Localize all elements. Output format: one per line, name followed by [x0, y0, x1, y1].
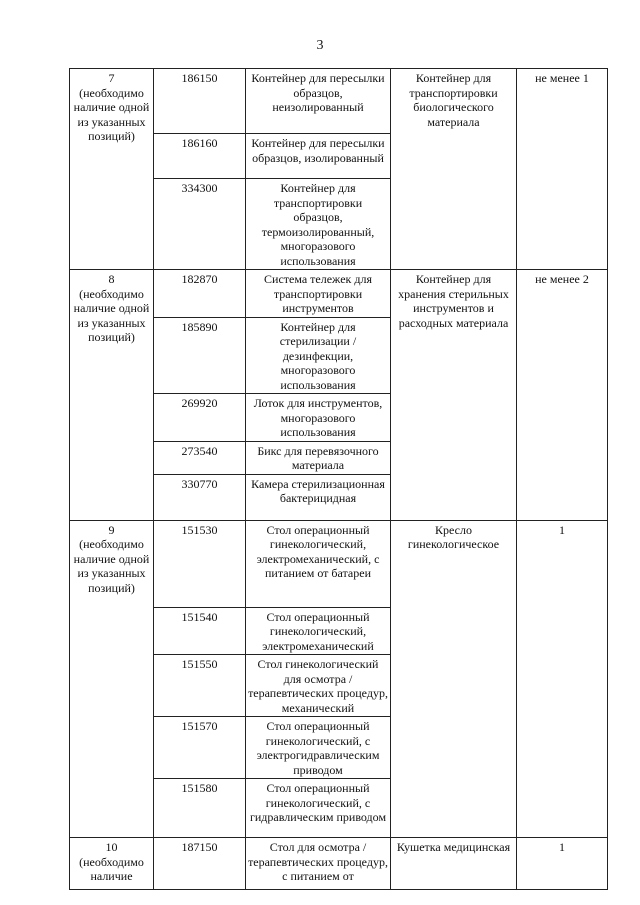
- name-cell: Стол для осмотра /терапевтических процедур, с питанием от: [246, 838, 391, 890]
- code-cell: 151530: [154, 520, 246, 607]
- code-cell: 151580: [154, 779, 246, 838]
- code-cell: 186150: [154, 69, 246, 134]
- replacement-cell: Контейнер для транспортировки биологического материала: [391, 69, 517, 270]
- code-cell: 334300: [154, 179, 246, 270]
- code-cell: 151570: [154, 717, 246, 779]
- page-number: 3: [316, 38, 324, 53]
- code-cell: 182870: [154, 270, 246, 318]
- table-row: [70, 270, 608, 318]
- name-cell: Стол операционный гинекологический, электромеханический, с питанием от батареи: [246, 520, 391, 607]
- name-cell: Бикс для перевязочного материала: [246, 441, 391, 474]
- position-cell: [70, 520, 154, 838]
- position-cell: [70, 838, 154, 890]
- quantity-cell: не менее 2: [517, 270, 608, 521]
- name-cell: Контейнер для пересылки образцов, изолированный: [246, 134, 391, 179]
- table-row: [70, 838, 608, 890]
- code-cell: 185890: [154, 317, 246, 394]
- quantity-cell: 1: [517, 520, 608, 838]
- name-cell: Стол операционный гинекологический, с гидравлическим приводом: [246, 779, 391, 838]
- replacement-cell: Кушетка медицинская: [391, 838, 517, 890]
- position-cell: [70, 270, 154, 521]
- code-cell: 187150: [154, 838, 246, 890]
- position-note: (необходимо наличие одной из указанных позиций): [73, 537, 150, 595]
- position-number: 7: [108, 71, 115, 85]
- equipment-table: [69, 68, 608, 890]
- name-cell: Контейнер для стерилизации /дезинфекции, многоразового использования: [246, 317, 391, 394]
- replacement-cell: Кресло гинекологическое: [391, 520, 517, 838]
- position-cell: [70, 69, 154, 270]
- name-cell: Камера стерилизационная бактерицидная: [246, 474, 391, 520]
- name-cell: Стол операционный гинекологический, электромеханический: [246, 607, 391, 655]
- table-row: [70, 520, 608, 607]
- position-note: (необходимо наличие одной из указанных позиций): [73, 85, 150, 143]
- position-note: (необходимо наличие: [79, 854, 144, 883]
- code-cell: 330770: [154, 474, 246, 520]
- name-cell: Система тележек для транспортировки инструментов: [246, 270, 391, 318]
- quantity-cell: 1: [517, 838, 608, 890]
- code-cell: 186160: [154, 134, 246, 179]
- position-note: (необходимо наличие одной из указанных позиций): [73, 286, 150, 344]
- code-cell: 269920: [154, 394, 246, 442]
- quantity-cell: не менее 1: [517, 69, 608, 270]
- position-number: 9: [108, 522, 115, 537]
- replacement-cell: Контейнер для хранения стерильных инструментов и расходных материала: [391, 270, 517, 521]
- name-cell: Контейнер для транспортировки образцов, термоизолированный, многоразового использования: [246, 179, 391, 270]
- code-cell: 273540: [154, 441, 246, 474]
- name-cell: Лоток для инструментов, многоразового использования: [246, 394, 391, 442]
- code-cell: 151550: [154, 655, 246, 717]
- table-row: [70, 69, 608, 134]
- position-number: 8: [108, 272, 115, 286]
- name-cell: Стол гинекологический для осмотра /терапевтических процедур, механический: [246, 655, 391, 717]
- code-cell: 151540: [154, 607, 246, 655]
- position-number: 10: [105, 840, 118, 854]
- name-cell: Стол операционный гинекологический, с электрогидравлическим приводом: [246, 717, 391, 779]
- name-cell: Контейнер для пересылки образцов, неизолированный: [246, 69, 391, 134]
